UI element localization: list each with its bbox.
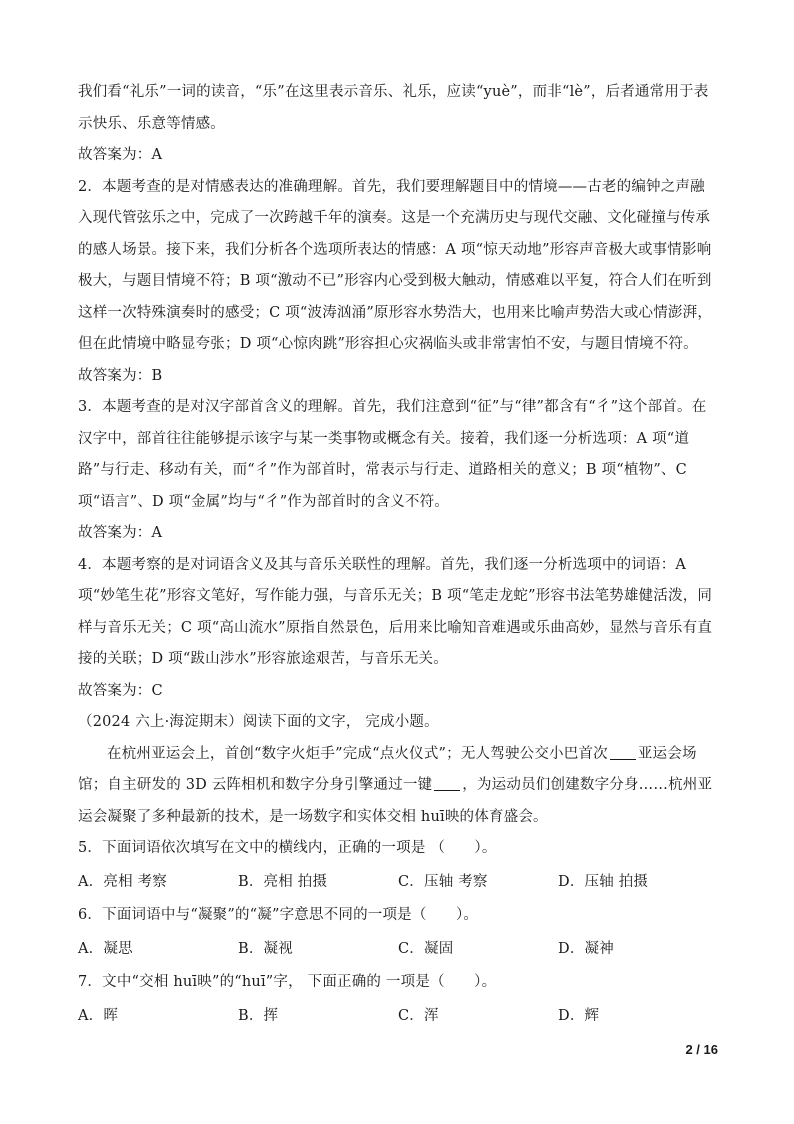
page-number: 2 / 16 [685, 1042, 718, 1057]
question-5: 5．下面词语依次填写在文中的横线内，正确的一项是 （ ）。 [78, 840, 497, 856]
reading-intro: （2024 六上·海淀期末）阅读下面的文字， 完成小题。 [78, 714, 439, 730]
q5-option-a: A．亮相 考察 [78, 873, 167, 890]
question-6-options [78, 934, 718, 966]
question-7: 7．文中“交相 huī映”的“huī”字， 下面正确的 一项是（ ）。 [78, 974, 497, 990]
explanation-q1-end: 我们看“礼乐”一词的读音，“乐”在这里表示音乐、礼乐，应读“yuè”，而非“lè”，后者通常用于表示快乐、乐意等情感。 [78, 84, 709, 132]
page-content [78, 77, 718, 1034]
q5-option-d: D．压轴 拍摄 [558, 873, 649, 890]
answer-q2: 故答案为：B [78, 367, 163, 384]
q6-option-c: C．凝固 [398, 940, 454, 957]
explanation-q4: 4．本题考察的是对词语含义及其与音乐关联性的理解。首先，我们逐一分析选项中的词语：A 项“妙笔生花”形容文笔好，写作能力强，与音乐无关；B 项“笔走龙蛇”形容书法笔势雄健活泼，同样与音乐无关；C 项“高山流水”原指自然景色，后用来比喻知音难遇或乐曲高妙，显然与音乐有直接的关联；D 项“跋山涉水”形容旅途艰苦，与音乐无关。 [78, 556, 713, 667]
fill-blank-2 [434, 776, 460, 791]
explanation-q2: 2．本题考查的是对情感表达的准确理解。首先，我们要理解题目中的情境——古老的编钟之声融入现代管弦乐之中，完成了一次跨越千年的演奏。这是一个充满历史与现代交融、文化碰撞与传承的感人场景。接下来，我们分析各个选项所表达的情感：A 项“惊天动地”形容声音极大或事情影响极大，与题目情境不符；B 项“激动不已”形容内心受到极大触动，情感难以平复，符合人们在听到这样一次特殊演奏时的感受；C 项“波涛汹涌”原形容水势浩大，也用来比喻声势浩大或心情澎湃，但在此情境中略显夸张；D 项“心惊肉跳”形容担心灾祸临头或非常害怕不安，与题目情境不符。 [78, 178, 713, 352]
q6-option-d: D．凝神 [558, 940, 614, 957]
q5-option-c: C．压轴 考察 [398, 873, 488, 890]
answer-q1: 故答案为：A [78, 147, 163, 163]
fill-blank-1 [610, 745, 636, 760]
question-6: 6．下面词语中与“凝聚”的“凝”字意思不同的一项是（ ）。 [78, 907, 479, 923]
passage-part-1: 在杭州亚运会上，首创“数字火炬手”完成“点火仪式”；无人驾驶公交小巴首次 [107, 745, 608, 762]
passage-part-2: 亚运会场馆；自主研发的 3D 云阵相机和数字分身引擎通过一键 [78, 745, 697, 793]
q7-option-c: C．浑 [398, 1007, 439, 1024]
q7-option-b: B．挥 [238, 1007, 279, 1024]
answer-q3: 故答案为：A [78, 525, 163, 541]
q6-option-b: B．凝视 [238, 940, 293, 957]
answer-q4: 故答案为：C [78, 682, 163, 699]
reading-passage [78, 739, 718, 834]
question-7-options [78, 1001, 718, 1033]
passage-part-3: ，为运动员们创建数字分身……杭州亚运会凝聚了多种最新的技术，是一场数字和实体交相 huī映的体育盛会。 [78, 777, 713, 825]
q6-option-a: A．凝思 [78, 940, 133, 957]
q7-option-d: D．辉 [558, 1007, 600, 1024]
q5-option-b: B．亮相 拍摄 [238, 873, 328, 890]
explanation-q3: 3．本题考查的是对汉字部首含义的理解。首先，我们注意到“征”与“律”都含有“彳”这个部首。在汉字中，部首往往能够提示该字与某一类事物或概念有关。接着，我们逐一分析选项：A 项“道路”与行走、移动有关，而“彳”作为部首时，常表示与行走、道路相关的意义；B 项“植物”、C 项“语言”、D 项“金属”均与“彳”作为部首时的含义不符。 [78, 399, 707, 510]
q7-option-a: A．晖 [78, 1007, 119, 1024]
question-5-options [78, 867, 718, 899]
